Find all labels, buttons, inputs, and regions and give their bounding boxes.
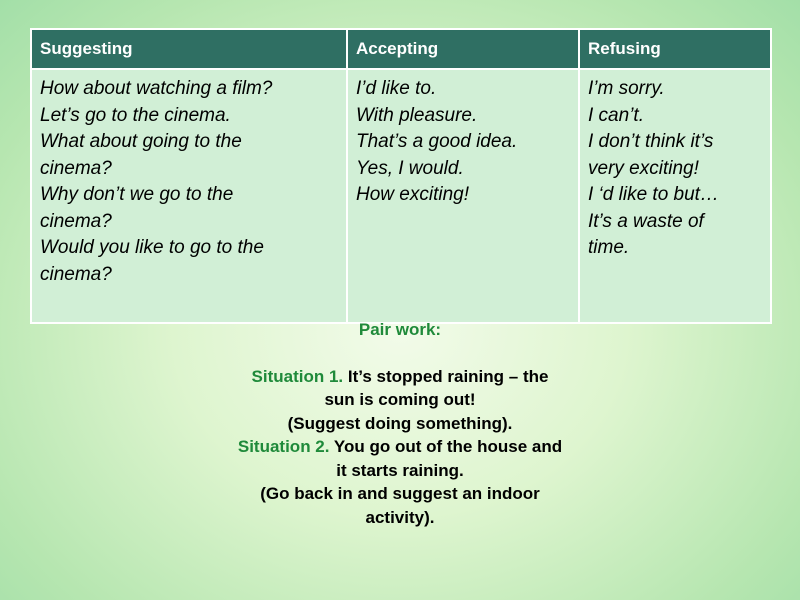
suggestion-line: How about watching a film?: [40, 78, 273, 99]
pair-work-section: [0, 318, 800, 529]
situation-2-text: it starts raining.: [336, 460, 464, 480]
situation-2-text: (Go back in and suggest an indoor: [260, 484, 540, 503]
refuse-line: time.: [588, 237, 630, 258]
refuse-line: I ‘d like to but…: [588, 184, 719, 205]
phrases-table: [30, 28, 772, 324]
accept-line: That’s a good idea.: [356, 131, 518, 152]
situation-1-text: It’s stopped raining – the: [347, 366, 549, 386]
situation-2-text: activity).: [365, 507, 435, 527]
suggestion-line: cinema?: [40, 157, 112, 179]
accept-line: I’d like to.: [356, 78, 437, 99]
suggestion-line: Would you like to go to the: [40, 237, 264, 258]
refuse-line: I’m sorry.: [588, 78, 665, 99]
situation-2-text: You go out of the house and: [333, 437, 563, 456]
header-accepting: Accepting: [347, 29, 579, 69]
refuse-line: very exciting!: [588, 157, 699, 179]
suggestion-line: Let’s go to the cinema.: [40, 104, 231, 126]
accept-line: With pleasure.: [356, 104, 478, 126]
situation-2-label: Situation 2.: [237, 437, 330, 456]
situation-2-line: [0, 435, 800, 459]
suggestion-line: cinema?: [40, 210, 112, 232]
refuse-line: I don’t think it’s: [588, 131, 714, 152]
refuse-line: I can’t.: [588, 104, 644, 126]
refuse-line: It’s a waste of: [588, 210, 704, 232]
accept-line: Yes, I would.: [356, 157, 464, 179]
suggesting-cell: [31, 69, 347, 323]
situation-1-text: (Suggest doing something).: [287, 413, 513, 433]
table-header-row: [31, 29, 771, 69]
table-row: [31, 69, 771, 323]
situation-1-text: sun is coming out!: [324, 390, 476, 409]
accepting-cell: [347, 69, 579, 323]
refusing-cell: [579, 69, 771, 323]
suggestion-line: Why don’t we go to the: [40, 184, 234, 205]
situation-1-label: Situation 1.: [251, 366, 344, 386]
accept-line: How exciting!: [356, 184, 469, 205]
suggestion-line: What about going to the: [40, 131, 242, 152]
situation-1-line: [0, 365, 800, 389]
pair-work-title: Pair work:: [358, 320, 442, 339]
suggestion-line: cinema?: [40, 263, 112, 285]
header-refusing: Refusing: [579, 29, 771, 69]
header-suggesting: Suggesting: [31, 29, 347, 69]
